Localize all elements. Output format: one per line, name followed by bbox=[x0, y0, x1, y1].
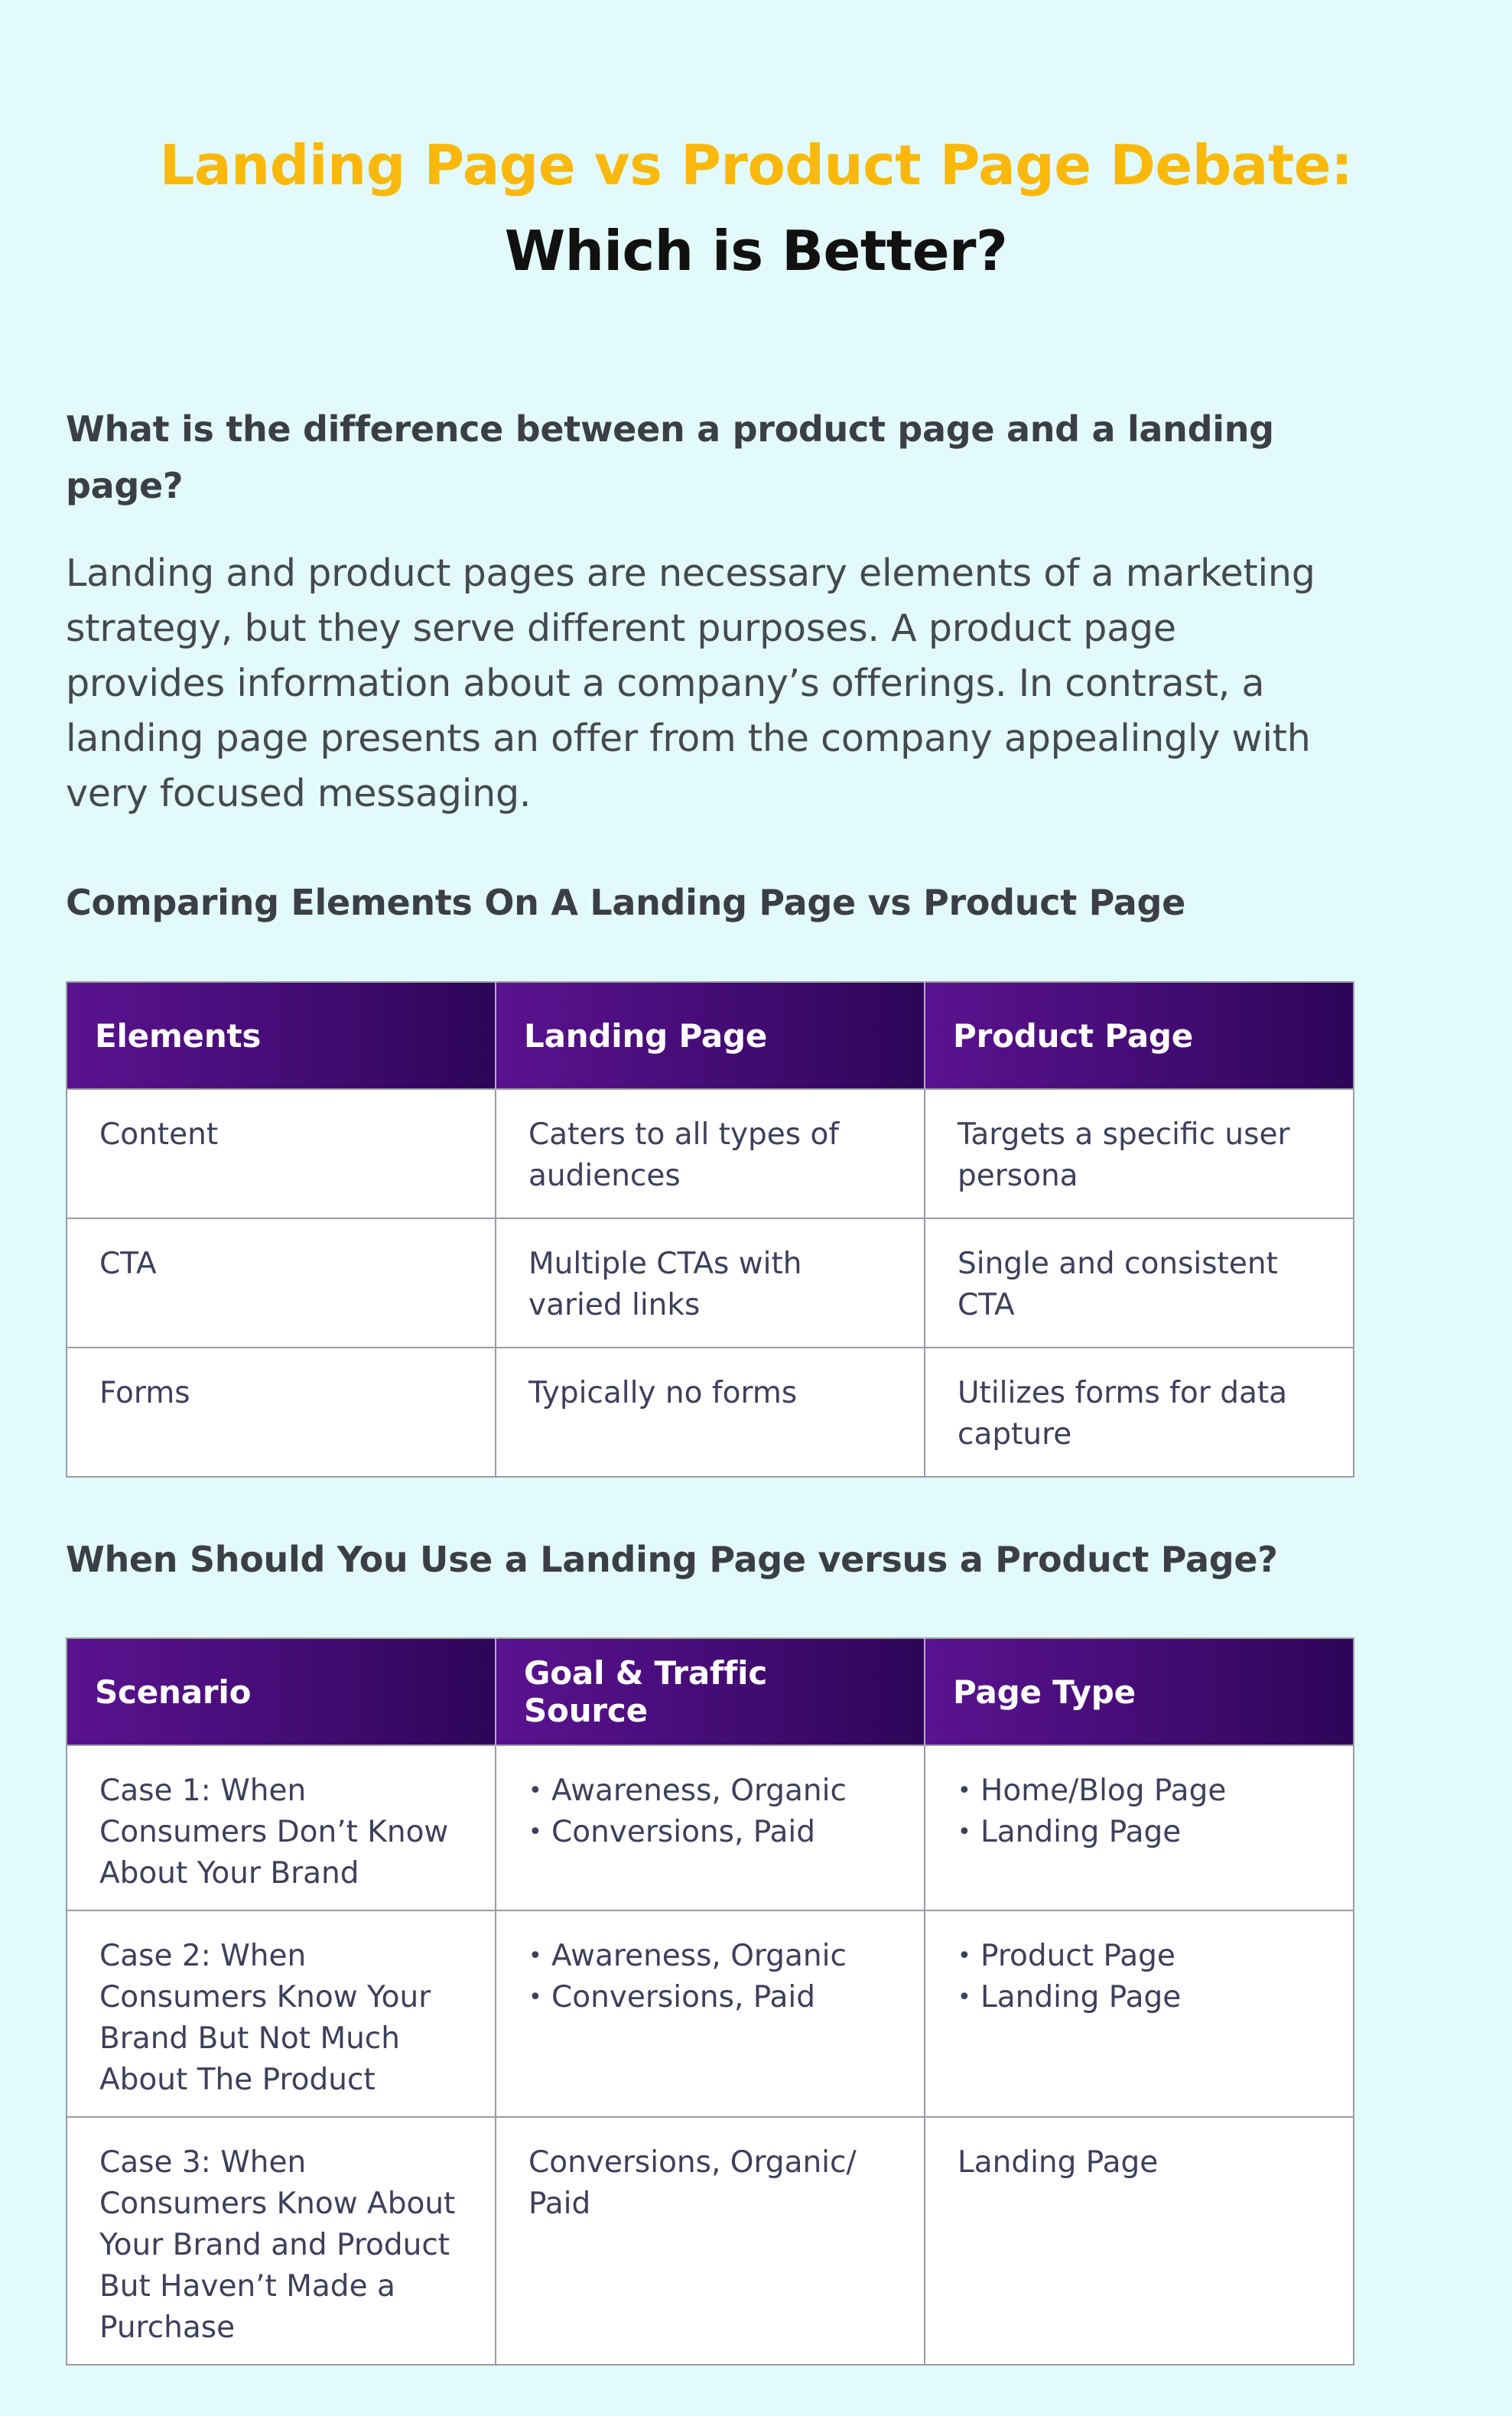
usage-heading: When Should You Use a Landing Page versus a Product Page? bbox=[66, 1539, 1278, 1580]
list-item: • Awareness, Organic bbox=[528, 1771, 893, 1812]
comparison-table bbox=[66, 981, 1354, 1478]
table-row bbox=[67, 1089, 1354, 1218]
goal-list bbox=[528, 1936, 893, 2018]
table-row bbox=[67, 1218, 1354, 1348]
scenario-cell: Case 1: When Consumers Don’t Know About Your Brand bbox=[67, 1745, 496, 1910]
table-row bbox=[67, 1348, 1354, 1477]
landing-page-cell: Typically no forms bbox=[496, 1348, 925, 1477]
comparison-header-row bbox=[67, 982, 1354, 1089]
header-elements: Elements bbox=[67, 982, 496, 1089]
element-cell: CTA bbox=[67, 1218, 496, 1348]
header-goal-traffic-source: Goal & Traffic Source bbox=[496, 1638, 925, 1745]
product-page-cell: Single and consistent CTA bbox=[925, 1218, 1354, 1348]
scenario-table bbox=[66, 1637, 1354, 2366]
header-scenario: Scenario bbox=[67, 1638, 496, 1745]
element-cell: Content bbox=[67, 1089, 496, 1218]
scenario-header-row bbox=[67, 1638, 1354, 1745]
goal-cell bbox=[496, 1910, 925, 2117]
scenario-cell: Case 3: When Consumers Know About Your Brand and Product But Haven’t Made a Purchase bbox=[67, 2117, 496, 2365]
landing-page-cell: Multiple CTAs with varied links bbox=[496, 1218, 925, 1348]
table-row bbox=[67, 1910, 1354, 2117]
list-item: • Home/Blog Page bbox=[958, 1771, 1322, 1812]
difference-heading: What is the difference between a product page and a landing page? bbox=[66, 408, 1274, 506]
product-page-cell: Targets a specific user persona bbox=[925, 1089, 1354, 1218]
comparison-heading: Comparing Elements On A Landing Page vs Product Page bbox=[66, 882, 1186, 923]
list-item: • Conversions, Paid bbox=[528, 1977, 893, 2018]
list-item: • Landing Page bbox=[958, 1812, 1322, 1853]
intro-paragraph: Landing and product pages are necessary elements of a marketing strategy, but they serve different purposes. A product page provides information about a company’s offerings. In contrast, a landing page presents an offer from the company appealingly with very focused messaging. bbox=[66, 551, 1315, 815]
table-row bbox=[67, 2117, 1354, 2365]
header-landing-page: Landing Page bbox=[496, 982, 925, 1089]
element-cell: Forms bbox=[67, 1348, 496, 1477]
product-page-cell: Utilizes forms for data capture bbox=[925, 1348, 1354, 1477]
header-page-type: Page Type bbox=[925, 1638, 1354, 1745]
list-item: • Awareness, Organic bbox=[528, 1936, 893, 1977]
scenario-cell: Case 2: When Consumers Know Your Brand But Not Much About The Product bbox=[67, 1910, 496, 2117]
landing-page-cell: Caters to all types of audiences bbox=[496, 1089, 925, 1218]
page-title bbox=[0, 122, 1512, 294]
table-row bbox=[67, 1745, 1354, 1910]
page-type-list bbox=[958, 1771, 1322, 1853]
header-product-page: Product Page bbox=[925, 982, 1354, 1089]
goal-cell: Conversions, Organic/ Paid bbox=[496, 2117, 925, 2365]
list-item: • Product Page bbox=[958, 1936, 1322, 1977]
list-item: • Landing Page bbox=[958, 1977, 1322, 2018]
list-item: • Conversions, Paid bbox=[528, 1812, 893, 1853]
goal-list bbox=[528, 1771, 893, 1853]
goal-cell bbox=[496, 1745, 925, 1910]
page-type-list bbox=[958, 1936, 1322, 2018]
page-type-cell bbox=[925, 1910, 1354, 2117]
title-line-1: Landing Page vs Product Page Debate: bbox=[159, 133, 1353, 197]
page-type-cell bbox=[925, 1745, 1354, 1910]
title-line-2: Which is Better? bbox=[504, 219, 1008, 283]
page-type-cell: Landing Page bbox=[925, 2117, 1354, 2365]
